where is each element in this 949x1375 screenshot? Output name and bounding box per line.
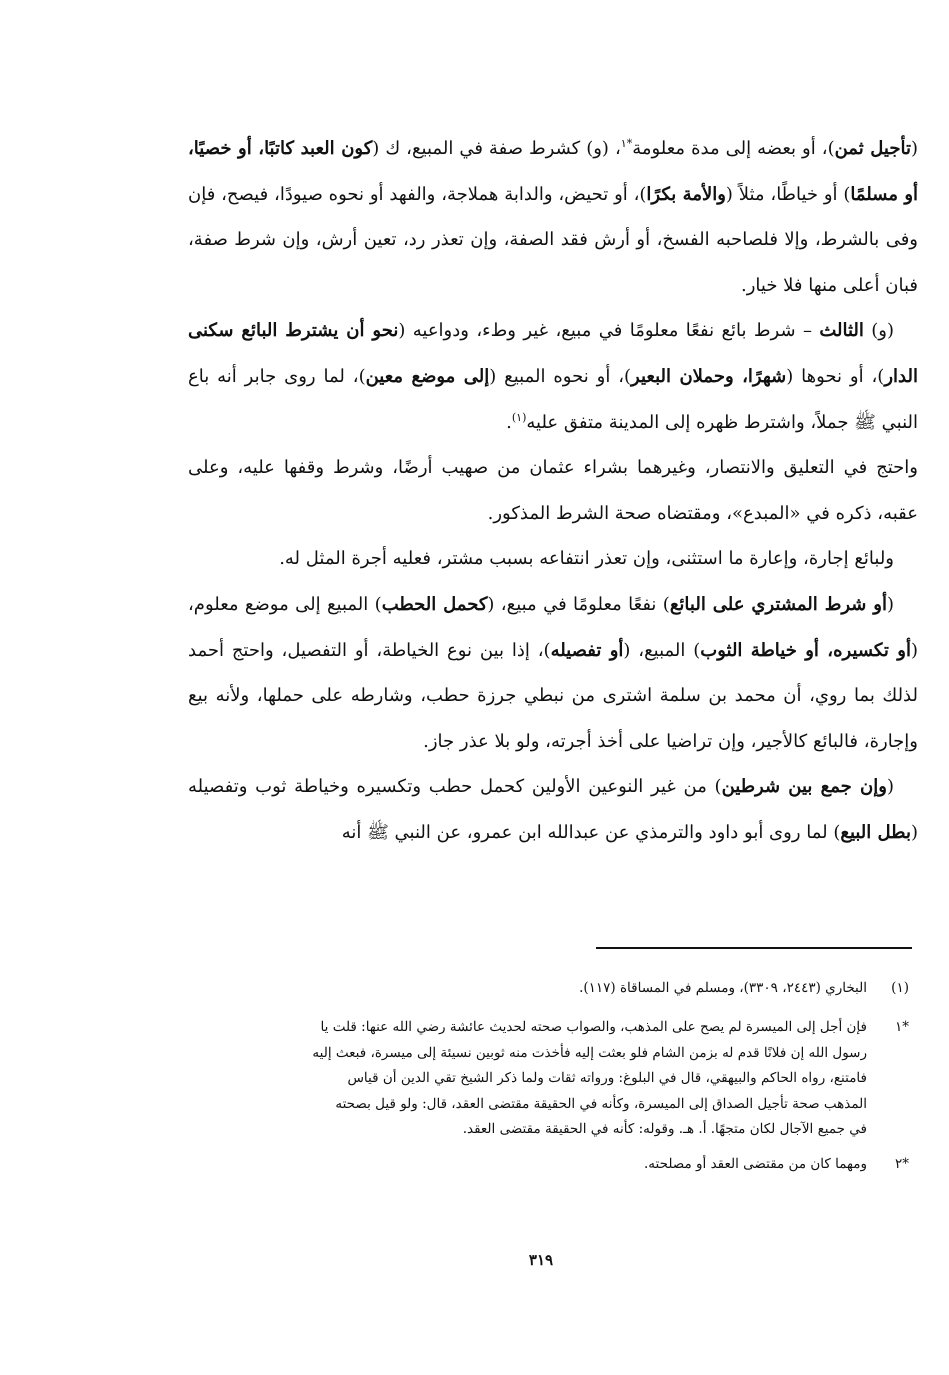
page-number: ٣١٩ (528, 1251, 554, 1269)
footnote-line: فامتنع، رواه الحاكم والبيهقي، قال في البلوغ: ورواته ثقات ولما ذكر الشيخ تقي الدين أن قياس (347, 1070, 867, 1087)
bold-term: كون العبد كاتبًا، أو خصيًا، أو مسلمًا (188, 138, 919, 205)
bold-term: شهرًا، وحملان البعير (631, 365, 787, 387)
text-run: – شرط بائع نفعًا معلومًا في مبيع، غير وطء، ودواعيه ( (398, 320, 820, 342)
text-run: )، إذا بين نوع الخياطة، أو التفصيل، واحتج أحمد لذلك بما روي، أن محمد بن سلمة اشترى من نبطي جرزة حطب، وشارطه على حملها، ولأنه بيع وإجارة، فالبائع كالأجير، وإن تراضيا على أخذ أجرته، ولو بلا عذر جاز. (188, 639, 918, 752)
footnote-1 (164, 976, 909, 1001)
footnote-marker: *١ (894, 1019, 909, 1036)
footnote-divider (596, 947, 912, 949)
text-run: )، أو نحوها ( (786, 365, 885, 387)
text-run: ) نفعًا معلومًا في مبيع، ( (487, 593, 670, 615)
text-run: ) المبيع إلى موضع معلوم، ( (188, 593, 918, 661)
paragraph-4: ولبائع إجارة، وإعارة ما استثنى، وإن تعذر انتفاعه بسبب مشتر، فعليه أجرة المثل له. (279, 548, 894, 570)
footnote-line: المذهب صحة تأجيل الصداق إلى الميسرة، وكأنه في الحقيقة مقتضى العقد، قال: ولو قيل بصحته (335, 1095, 867, 1112)
bold-term: كحمل الحطب (381, 593, 488, 615)
paragraph-3: واحتج في التعليق والانتصار، وغيرهما بشراء عثمان من صهيب أرضًا، وشرط وقفها عليه، وعلى عقبه، ذكره في «المبدع»، ومقتضاه صحة الشرط المذكور. (188, 457, 918, 524)
text-run: )، أو نحوه المبيع ( (489, 365, 632, 387)
footnote-line: فإن أجل إلى الميسرة لم يصح على المذهب، والصواب صحته لحديث عائشة رضي الله عنها: قلت يا (320, 1019, 867, 1036)
paragraph-6 (188, 764, 918, 855)
footnote-marker: (١) (891, 980, 909, 996)
bold-term: بطل البيع (840, 821, 911, 843)
bold-term: نحو أن يشترط البائع سكنى الدار (188, 320, 918, 387)
footnote-body (164, 1015, 867, 1142)
text-run: ) لما روى أبو داود والترمذي عن عبدالله ابن عمرو، عن النبي ﷺ أنه (341, 821, 841, 843)
footnote-line: في جميع الآجال لكان متجهًا. أ. هـ. وقوله: كأنه في الحقيقة مقتضى العقد. (462, 1121, 867, 1138)
bold-term: أو تكسيره، أو خياطة الثوب (700, 639, 911, 661)
footnote-body (164, 976, 867, 1001)
text-run: ، (و) كشرط صفة في المبيع، ك ( (372, 138, 621, 159)
text-run: ) المبيع، ( (623, 639, 701, 661)
bold-term: تأجيل ثمن (834, 138, 911, 159)
text-run: ( (886, 593, 895, 615)
footnote-star-2 (164, 1152, 909, 1177)
footnote-line: ومهما كان من مقتضى العقد أو مصلحته. (644, 1156, 867, 1173)
text-run: )، لما روى جابر أنه باع النبي ﷺ جملاً، واشترط ظهره إلى المدينة متفق عليه (188, 365, 918, 433)
bold-term: أو شرط المشتري على البائع (669, 593, 887, 615)
main-text-body (188, 126, 918, 856)
paragraph-5 (188, 582, 918, 764)
footnote-reference: (١) (511, 410, 527, 424)
text-run: ) من غير النوعين الأولين كحمل حطب وتكسيره وخياطة ثوب وتفصيله ( (188, 776, 918, 843)
text-run: )، أو تحيض، والدابة هملاجة، والفهد أو نحوه صيودًا، فيصح، فإن وفى بالشرط، وإلا فلصاحبه الفسخ، أو أرش فقد الصفة، وإن تعذر رد، تعين أرش، وإن شرط صفة، فبان أعلى منها فلا خيار. (188, 183, 918, 296)
bold-term: إلى موضع معين (365, 365, 490, 387)
footnote-marker: *٢ (894, 1156, 909, 1173)
footnote-line: رسول الله إن فلانًا قدم له بزمن الشام فلو بعثت إليه فأخذت منه ثوبين نسيئة إلى ميسرة، فبعث إليه (312, 1044, 867, 1061)
footnote-reference: *١ (620, 137, 633, 150)
footnote-body (164, 1152, 867, 1177)
footnote-line: البخاري (٢٤٤٣، ٣٣٠٩)، ومسلم في المساقاة (١١٧). (579, 980, 867, 996)
bold-term: وإن جمع بين شرطين (721, 776, 887, 798)
footnote-star-1 (164, 1015, 909, 1142)
bold-term: أو تفصيله (550, 639, 624, 661)
bold-term: الثالث (819, 320, 864, 342)
text-run: ) أو خياطًا، مثلاً ( (725, 183, 851, 205)
paragraph-1 (188, 126, 918, 308)
text-run: ( (910, 138, 918, 159)
text-run: . (506, 411, 512, 433)
text-run: (و) (863, 320, 894, 342)
bold-term: والأمة بكرًا (646, 183, 726, 205)
text-run: )، أو بعضه إلى مدة معلومة (632, 138, 835, 159)
paragraph-2 (188, 308, 918, 445)
footnotes-section (164, 976, 909, 1188)
text-run: ( (886, 776, 894, 798)
